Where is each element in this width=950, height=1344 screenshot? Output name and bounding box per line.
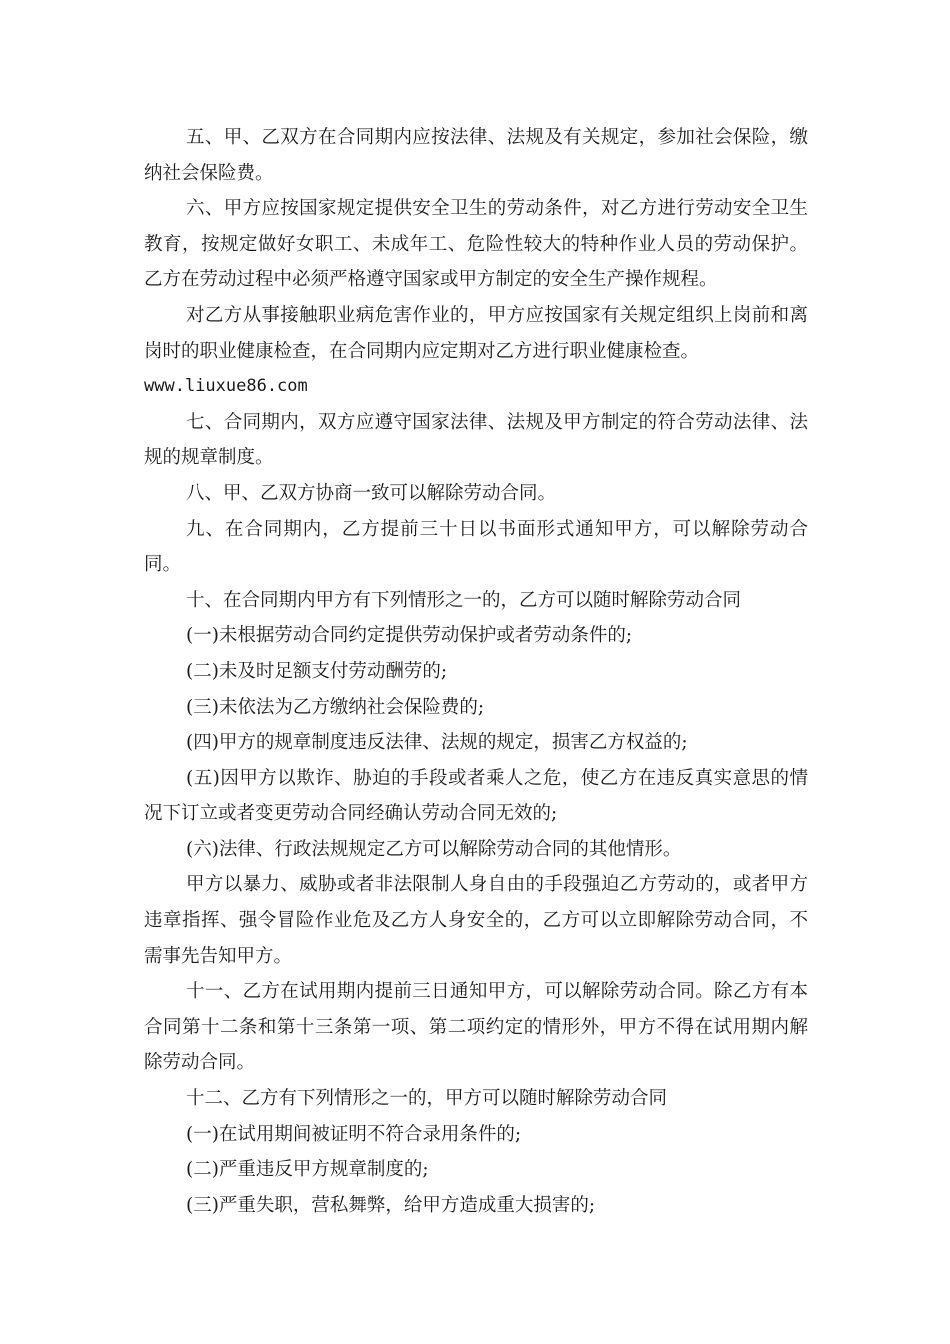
paragraph-probation-termination: 十一、乙方在试用期内提前三日通知甲方，可以解除劳动合同。除乙方有本合同第十二条和第十三条第一项、第二项约定的情形外，甲方不得在试用期内解除劳动合同。 <box>144 981 808 1074</box>
list-item: (二)未及时足额支付劳动酬劳的; <box>186 660 448 682</box>
paragraph-safety-conditions: 六、甲方应按国家规定提供安全卫生的劳动条件，对乙方进行劳动安全卫生教育，按规定做好女职工、未成年工、危险性较大的特种作业人员的劳动保护。乙方在劳动过程中必须严格遵守国家或甲方制定的安全生产操作规程。 <box>144 198 808 291</box>
document-body <box>144 120 808 1223</box>
paragraph-health-check: 对乙方从事接触职业病危害作业的，甲方应按国家有关规定组织上岗前和离岗时的职业健康检查，在合同期内应定期对乙方进行职业健康检查。 <box>144 304 808 362</box>
paragraph-employer-termination-heading: 十二、乙方有下列情形之一的，甲方可以随时解除劳动合同 <box>186 1088 668 1110</box>
list-item: (五)因甲方以欺诈、胁迫的手段或者乘人之危，使乙方在违反真实意思的情况下订立或者变更劳动合同经确认劳动合同无效的; <box>144 767 808 825</box>
list-item: (三)未依法为乙方缴纳社会保险费的; <box>186 696 485 718</box>
paragraph-notice-termination: 九、在合同期内，乙方提前三十日以书面形式通知甲方，可以解除劳动合同。 <box>144 518 808 576</box>
paragraph-employee-termination-heading: 十、在合同期内甲方有下列情形之一的，乙方可以随时解除劳动合同 <box>186 589 742 611</box>
paragraph-mutual-termination: 八、甲、乙双方协商一致可以解除劳动合同。 <box>186 482 557 504</box>
paragraph-rules-compliance: 七、合同期内，双方应遵守国家法律、法规及甲方制定的符合劳动法律、法规的规章制度。 <box>144 411 808 469</box>
list-item: (四)甲方的规章制度违反法律、法规的规定，损害乙方权益的; <box>186 732 688 754</box>
list-item: (三)严重失职，营私舞弊，给甲方造成重大损害的; <box>186 1194 596 1216</box>
list-item: (一)在试用期间被证明不符合录用条件的; <box>186 1123 522 1145</box>
list-item: (二)严重违反甲方规章制度的; <box>186 1159 429 1181</box>
paragraph-social-insurance: 五、甲、乙双方在合同期内应按法律、法规及有关规定，参加社会保险，缴纳社会保险费。 <box>144 127 808 184</box>
list-item: (一)未根据劳动合同约定提供劳动保护或者劳动条件的; <box>186 625 633 647</box>
paragraph-immediate-termination: 甲方以暴力、威胁或者非法限制人身自由的手段强迫乙方劳动的，或者甲方违章指挥、强令冒险作业危及乙方人身安全的，乙方可以立即解除劳动合同，不需事先告知甲方。 <box>144 874 808 967</box>
watermark-url: www.liuxue86.com <box>144 376 308 397</box>
list-item: (六)法律、行政法规规定乙方可以解除劳动合同的其他情形。 <box>186 838 682 860</box>
